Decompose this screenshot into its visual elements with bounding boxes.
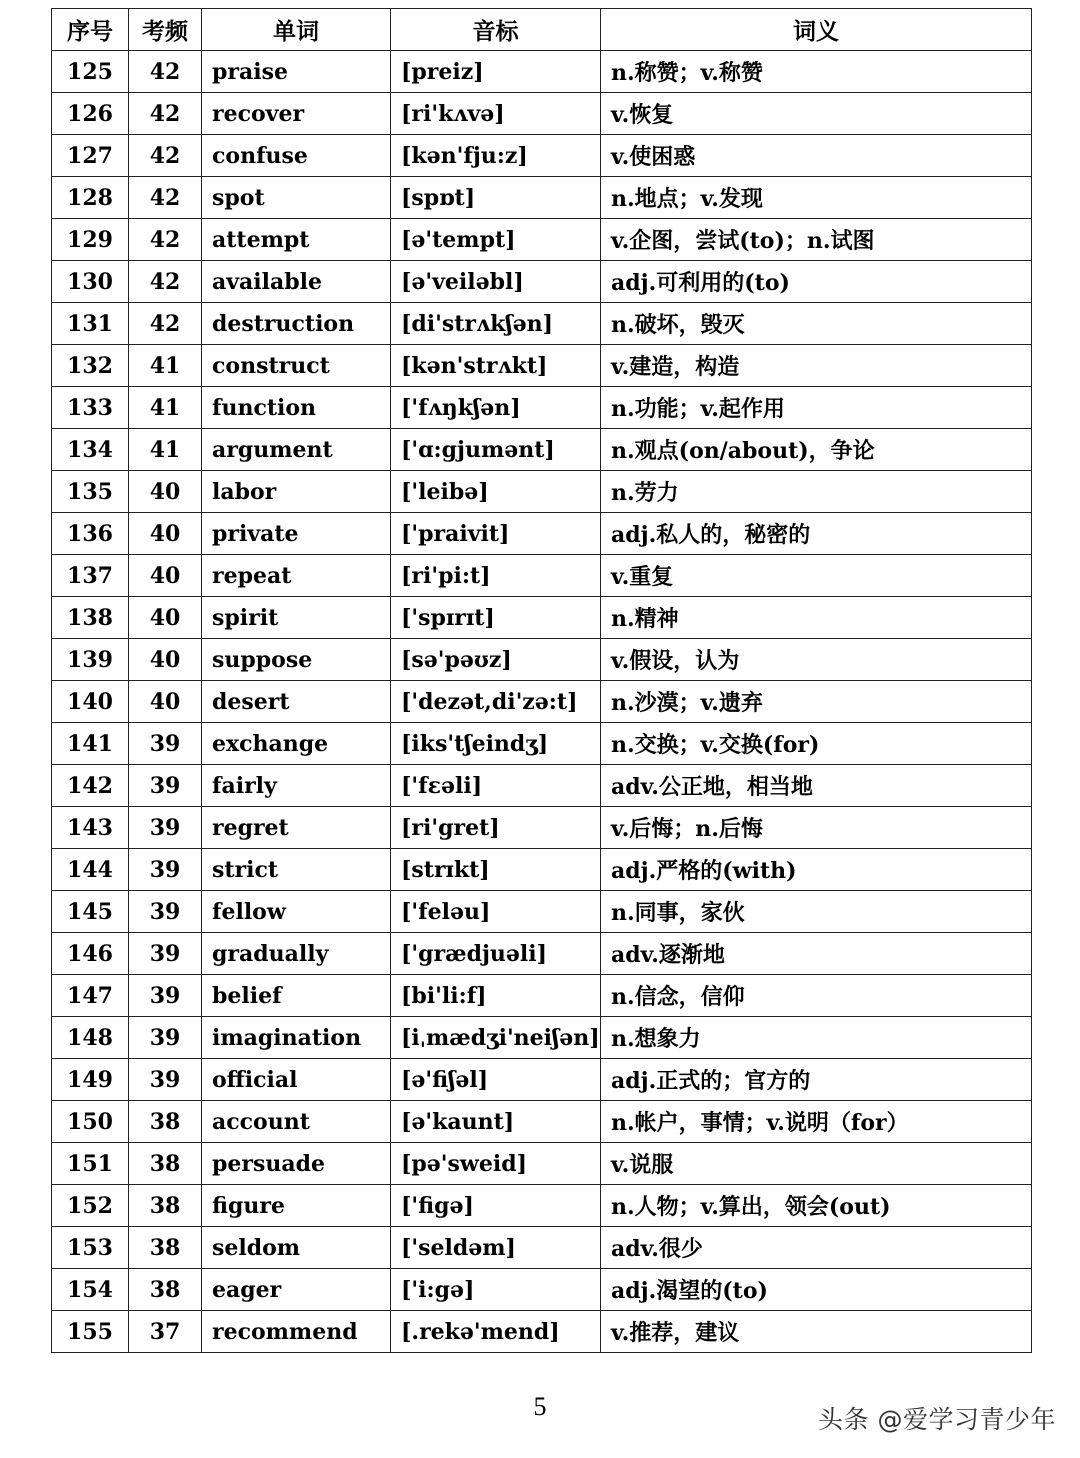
cell-number: 144 [52,849,129,891]
cell-word: fellow [202,891,391,933]
cell-frequency: 42 [129,303,202,345]
cell-frequency: 42 [129,135,202,177]
cell-word: regret [202,807,391,849]
cell-meaning: adj.可利用的(to) [601,261,1032,303]
cell-number: 138 [52,597,129,639]
cell-word: persuade [202,1143,391,1185]
cell-frequency: 40 [129,639,202,681]
cell-meaning: n.观点(on/about)，争论 [601,429,1032,471]
cell-meaning: adj.正式的；官方的 [601,1059,1032,1101]
cell-phonetic: ['praivit] [391,513,601,555]
vocabulary-table [51,8,1032,1353]
cell-word: eager [202,1269,391,1311]
cell-phonetic: [ə'tempt] [391,219,601,261]
cell-number: 150 [52,1101,129,1143]
cell-frequency: 40 [129,555,202,597]
cell-phonetic: ['fʌŋkʃən] [391,387,601,429]
cell-meaning: n.信念，信仰 [601,975,1032,1017]
table-row [52,1269,1032,1311]
watermark: 头条 @爱学习青少年 [818,1405,1056,1434]
cell-meaning: n.精神 [601,597,1032,639]
cell-phonetic: ['ɑ:gjumənt] [391,429,601,471]
cell-word: destruction [202,303,391,345]
cell-meaning: n.帐户，事情；v.说明（for） [601,1101,1032,1143]
cell-phonetic: ['spɪrɪt] [391,597,601,639]
cell-frequency: 39 [129,1059,202,1101]
table-row [52,765,1032,807]
cell-meaning: n.交换；v.交换(for) [601,723,1032,765]
table-row [52,1101,1032,1143]
cell-frequency: 40 [129,681,202,723]
table-row [52,387,1032,429]
cell-phonetic: [di'strʌkʃən] [391,303,601,345]
cell-number: 141 [52,723,129,765]
table-row [52,1143,1032,1185]
cell-frequency: 40 [129,513,202,555]
table-row [52,681,1032,723]
table-row [52,639,1032,681]
cell-meaning: v.后悔；n.后悔 [601,807,1032,849]
cell-frequency: 42 [129,51,202,93]
cell-word: function [202,387,391,429]
cell-word: figure [202,1185,391,1227]
cell-word: seldom [202,1227,391,1269]
cell-meaning: v.恢复 [601,93,1032,135]
cell-meaning: adv.公正地，相当地 [601,765,1032,807]
cell-number: 143 [52,807,129,849]
cell-number: 125 [52,51,129,93]
cell-number: 145 [52,891,129,933]
cell-meaning: n.同事，家伙 [601,891,1032,933]
table-row [52,345,1032,387]
cell-phonetic: [kən'strʌkt] [391,345,601,387]
cell-frequency: 41 [129,345,202,387]
cell-word: desert [202,681,391,723]
table-row [52,261,1032,303]
cell-number: 152 [52,1185,129,1227]
cell-number: 149 [52,1059,129,1101]
cell-phonetic: [ri'kʌvə] [391,93,601,135]
cell-frequency: 41 [129,429,202,471]
cell-number: 130 [52,261,129,303]
cell-meaning: adv.逐渐地 [601,933,1032,975]
header-frequency: 考频 [129,9,202,51]
cell-meaning: n.破坏，毁灭 [601,303,1032,345]
table-row [52,135,1032,177]
cell-meaning: adj.渴望的(to) [601,1269,1032,1311]
table-row [52,723,1032,765]
cell-meaning: n.想象力 [601,1017,1032,1059]
table-row [52,219,1032,261]
table-row [52,1227,1032,1269]
cell-phonetic: ['dezət,di'zə:t] [391,681,601,723]
cell-meaning: v.企图，尝试(to)；n.试图 [601,219,1032,261]
cell-frequency: 37 [129,1311,202,1353]
cell-word: confuse [202,135,391,177]
cell-meaning: adj.严格的(with) [601,849,1032,891]
cell-word: account [202,1101,391,1143]
table-row [52,975,1032,1017]
cell-word: exchange [202,723,391,765]
table-row [52,177,1032,219]
cell-phonetic: [bi'li:f] [391,975,601,1017]
cell-meaning: n.劳力 [601,471,1032,513]
table-row [52,849,1032,891]
cell-frequency: 39 [129,849,202,891]
table-row [52,429,1032,471]
header-word: 单词 [202,9,391,51]
cell-meaning: n.沙漠；v.遗弃 [601,681,1032,723]
cell-frequency: 42 [129,93,202,135]
cell-frequency: 39 [129,765,202,807]
cell-meaning: adj.私人的，秘密的 [601,513,1032,555]
cell-number: 126 [52,93,129,135]
cell-number: 147 [52,975,129,1017]
header-number: 序号 [52,9,129,51]
page-number: 5 [533,1392,547,1421]
table-row [52,555,1032,597]
cell-number: 134 [52,429,129,471]
cell-frequency: 40 [129,597,202,639]
cell-meaning: v.建造，构造 [601,345,1032,387]
cell-number: 127 [52,135,129,177]
cell-word: repeat [202,555,391,597]
cell-word: official [202,1059,391,1101]
cell-phonetic: [ri'pi:t] [391,555,601,597]
cell-phonetic: ['grædjuəli] [391,933,601,975]
table-header [52,9,1032,51]
cell-frequency: 38 [129,1101,202,1143]
cell-word: fairly [202,765,391,807]
cell-frequency: 38 [129,1269,202,1311]
table-row [52,1311,1032,1353]
header-phonetic: 音标 [391,9,601,51]
cell-phonetic: [ə'veiləbl] [391,261,601,303]
cell-frequency: 40 [129,471,202,513]
cell-frequency: 39 [129,807,202,849]
header-meaning: 词义 [601,9,1032,51]
cell-meaning: adv.很少 [601,1227,1032,1269]
cell-frequency: 39 [129,975,202,1017]
cell-number: 153 [52,1227,129,1269]
cell-word: construct [202,345,391,387]
cell-meaning: v.说服 [601,1143,1032,1185]
cell-word: private [202,513,391,555]
cell-phonetic: [strɪkt] [391,849,601,891]
cell-word: argument [202,429,391,471]
cell-number: 151 [52,1143,129,1185]
cell-meaning: n.功能；v.起作用 [601,387,1032,429]
cell-frequency: 39 [129,723,202,765]
cell-number: 154 [52,1269,129,1311]
cell-number: 133 [52,387,129,429]
cell-word: spot [202,177,391,219]
cell-number: 135 [52,471,129,513]
table-row [52,303,1032,345]
cell-number: 129 [52,219,129,261]
cell-number: 139 [52,639,129,681]
cell-phonetic: [kən'fju:z] [391,135,601,177]
table-row [52,51,1032,93]
cell-meaning: v.推荐，建议 [601,1311,1032,1353]
cell-phonetic: ['fɛəli] [391,765,601,807]
cell-phonetic: ['feləu] [391,891,601,933]
cell-phonetic: [iks'tʃeindʒ] [391,723,601,765]
cell-frequency: 39 [129,1017,202,1059]
cell-frequency: 38 [129,1227,202,1269]
cell-frequency: 38 [129,1185,202,1227]
header-row [52,9,1032,51]
cell-phonetic: [preiz] [391,51,601,93]
table-row [52,1017,1032,1059]
cell-number: 148 [52,1017,129,1059]
cell-phonetic: [spɒt] [391,177,601,219]
cell-meaning: v.假设，认为 [601,639,1032,681]
cell-word: imagination [202,1017,391,1059]
cell-number: 140 [52,681,129,723]
cell-phonetic: [.rekə'mend] [391,1311,601,1353]
table-row [52,513,1032,555]
cell-word: attempt [202,219,391,261]
cell-phonetic: ['i:gə] [391,1269,601,1311]
cell-word: praise [202,51,391,93]
cell-meaning: n.称赞；v.称赞 [601,51,1032,93]
table-row [52,933,1032,975]
table-row [52,93,1032,135]
cell-number: 132 [52,345,129,387]
cell-number: 146 [52,933,129,975]
cell-phonetic: ['leibə] [391,471,601,513]
cell-meaning: n.地点；v.发现 [601,177,1032,219]
cell-number: 136 [52,513,129,555]
cell-word: belief [202,975,391,1017]
cell-phonetic: ['seldəm] [391,1227,601,1269]
table-row [52,1059,1032,1101]
table-row [52,471,1032,513]
cell-number: 142 [52,765,129,807]
cell-frequency: 42 [129,261,202,303]
cell-phonetic: ['figə] [391,1185,601,1227]
table-row [52,1185,1032,1227]
cell-word: suppose [202,639,391,681]
cell-phonetic: [pə'sweid] [391,1143,601,1185]
cell-frequency: 39 [129,891,202,933]
table-row [52,807,1032,849]
table-row [52,597,1032,639]
cell-number: 131 [52,303,129,345]
cell-frequency: 41 [129,387,202,429]
cell-word: recommend [202,1311,391,1353]
cell-number: 155 [52,1311,129,1353]
cell-phonetic: [sə'pəʊz] [391,639,601,681]
cell-phonetic: [iˌmædʒi'neiʃən] [391,1017,601,1059]
cell-meaning: v.重复 [601,555,1032,597]
cell-number: 137 [52,555,129,597]
cell-frequency: 42 [129,219,202,261]
cell-phonetic: [ə'kaunt] [391,1101,601,1143]
cell-phonetic: [ri'gret] [391,807,601,849]
cell-number: 128 [52,177,129,219]
cell-meaning: v.使困惑 [601,135,1032,177]
cell-word: labor [202,471,391,513]
cell-word: gradually [202,933,391,975]
cell-word: available [202,261,391,303]
table-row [52,891,1032,933]
cell-frequency: 39 [129,933,202,975]
cell-word: strict [202,849,391,891]
cell-meaning: n.人物；v.算出，领会(out) [601,1185,1032,1227]
cell-frequency: 38 [129,1143,202,1185]
cell-word: spirit [202,597,391,639]
table-body [52,51,1032,1353]
cell-frequency: 42 [129,177,202,219]
cell-word: recover [202,93,391,135]
cell-phonetic: [ə'fiʃəl] [391,1059,601,1101]
